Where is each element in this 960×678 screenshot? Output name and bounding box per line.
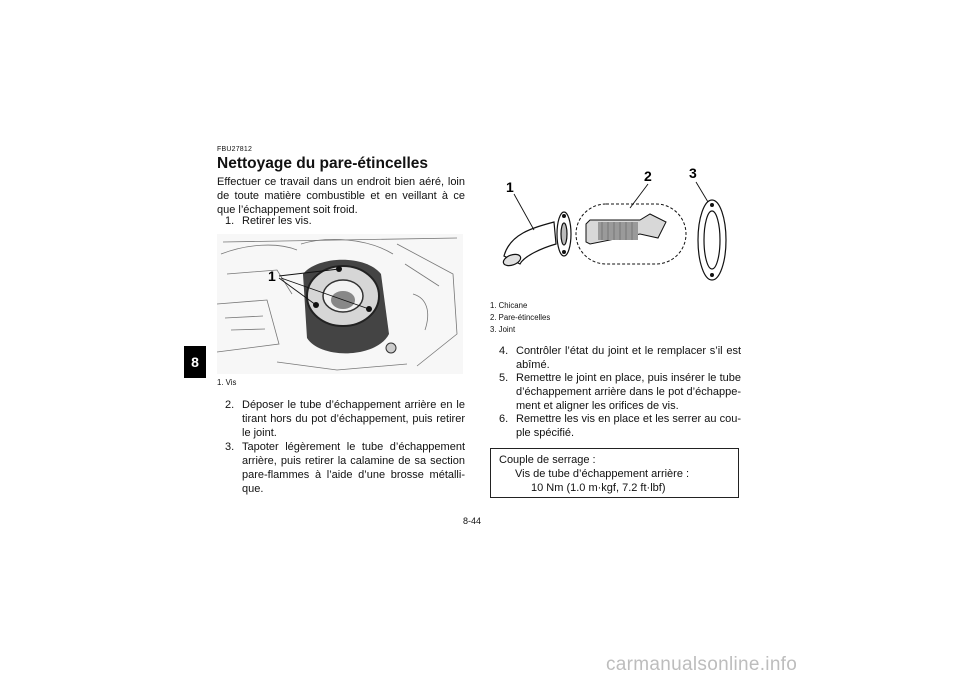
diagram-callout-2: 2 (644, 168, 652, 184)
left-column (217, 146, 465, 217)
page-number: 8-44 (463, 516, 482, 526)
step-text: Retirer les vis. (242, 215, 312, 227)
muffler-photo (217, 234, 463, 374)
step-number: 6. (499, 413, 509, 425)
step-text: Remettre le joint en place, puis insérer le tube d’échappement arrière dans le pot d’échappe-ment et aligner les orifices de vis. (516, 372, 741, 412)
diagram-caption-1: 1. Chicane (490, 301, 528, 310)
spark-arrester (576, 204, 686, 264)
photo-callout-1: 1 (268, 268, 276, 284)
step-3 (225, 440, 465, 496)
diagram-caption-2: 2. Pare-étincelles (490, 313, 551, 322)
spec-heading: Couple de serrage : (499, 454, 596, 466)
step-text: Remettre les vis en place et les serrer au cou-ple spécifié. (516, 413, 741, 439)
step-5 (499, 371, 741, 413)
step-number: 2. (225, 399, 235, 411)
step-1 (225, 214, 465, 228)
step-2 (225, 398, 465, 440)
step-4 (499, 344, 741, 372)
diagram-callout-3: 3 (689, 165, 697, 181)
step-number: 4. (499, 345, 509, 357)
diagram-caption-3: 3. Joint (490, 325, 516, 334)
gasket (698, 200, 726, 280)
photo-caption: 1. Vis (217, 378, 237, 387)
chapter-number: 8 (191, 354, 199, 370)
step-text: Contrôler l’état du joint et le remplacer s’il est abîmé. (516, 345, 741, 371)
spec-item: Vis de tube d’échappement arrière : (515, 468, 690, 480)
intro-paragraph: Effectuer ce travail dans un endroit bien aéré, loin de toute matière combustible et en veillant à ce que l’échappement soit froid. (217, 176, 465, 216)
muffler-body (303, 260, 389, 354)
spec-value: 10 Nm (1.0 m·kgf, 7.2 ft·lbf) (531, 482, 666, 494)
small-bolt-right (386, 343, 396, 353)
reference-code: FBU27812 (217, 146, 253, 153)
watermark: carmanualsonline.info (606, 654, 798, 675)
spark-arrester-diagram (490, 164, 740, 294)
step-number: 3. (225, 441, 235, 453)
step-number: 5. (499, 372, 509, 384)
baffle-pipe (502, 212, 571, 268)
section-title: Nettoyage du pare-étincelles (217, 155, 429, 172)
step-number: 1. (225, 215, 235, 227)
diagram-callout-1: 1 (506, 179, 514, 195)
step-text: Déposer le tube d’échappement arrière en le tirant hors du pot d’échappement, puis retirer le joint. (242, 399, 465, 439)
step-6 (499, 412, 741, 440)
chapter-tab (184, 346, 206, 378)
step-text: Tapoter légèrement le tube d’échappement arrière, puis retirer la calamine de sa section pare-flammes à l’aide d’une brosse métalli-que. (242, 441, 465, 495)
torque-spec-box (490, 448, 739, 498)
